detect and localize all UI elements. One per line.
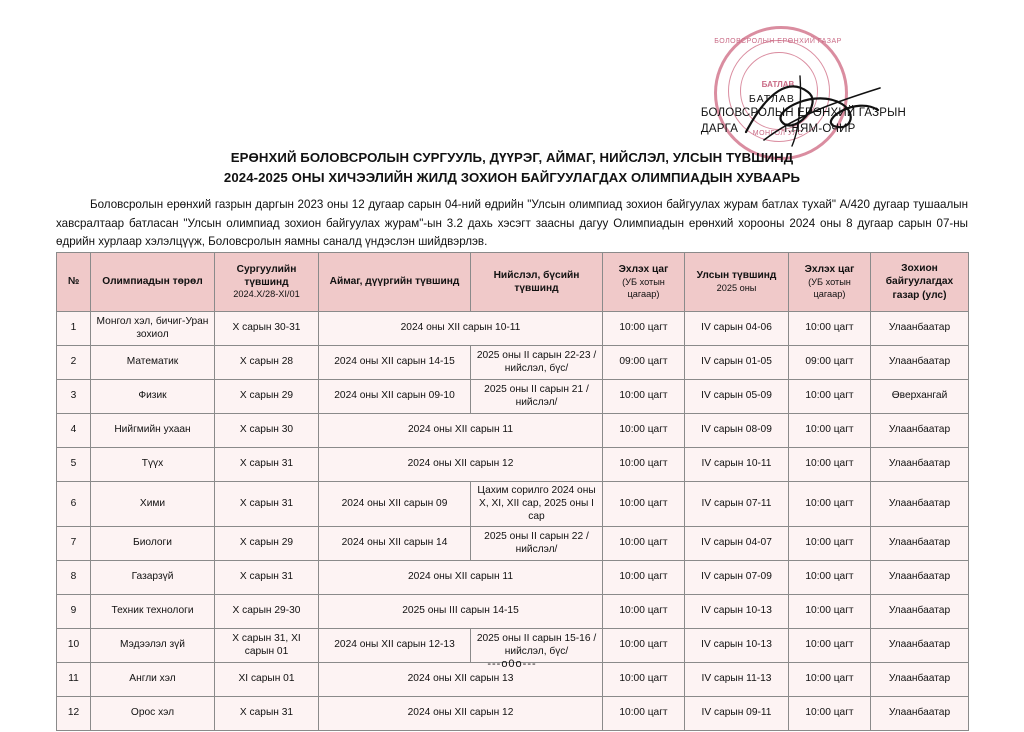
cell-start-time-2: 10:00 цагт	[789, 663, 871, 697]
table-row	[57, 482, 969, 527]
col-header-start-time-2-label: Эхлэх цаг	[804, 264, 855, 276]
cell-national: IV сарын 11-13	[685, 663, 789, 697]
cell-location: Өверхангай	[871, 380, 969, 414]
col-header-location-label: Зохион байгуулагдах газар (улс)	[885, 263, 954, 301]
col-header-subject	[91, 253, 215, 312]
page-title-line1: ЕРӨНХИЙ БОЛОВСРОЛЫН СУРГУУЛЬ, ДҮҮРЭГ, АЙМАГ, НИЙСЛЭЛ, УЛСЫН ТҮВШИНД	[230, 150, 794, 165]
cell-start-time-2: 10:00 цагт	[789, 697, 871, 731]
cell-school: X сарын 28	[215, 346, 319, 380]
cell-start-time-2: 10:00 цагт	[789, 414, 871, 448]
cell-aimag-city-merged: 2024 оны XII сарын 11	[319, 414, 603, 448]
cell-school: X сарын 30	[215, 414, 319, 448]
table-row	[57, 595, 969, 629]
cell-subject: Физик	[91, 380, 215, 414]
cell-location: Улаанбаатар	[871, 561, 969, 595]
cell-no: 2	[57, 346, 91, 380]
cell-national: IV сарын 10-13	[685, 595, 789, 629]
cell-national: IV сарын 05-09	[685, 380, 789, 414]
table-row	[57, 448, 969, 482]
approval-position: ДАРГА	[700, 122, 739, 135]
col-header-start-time-2-sub: (УБ хотын цагаар)	[808, 276, 851, 299]
cell-city: 2025 оны II сарын 21 /нийслэл/	[471, 380, 603, 414]
cell-location: Улаанбаатар	[871, 448, 969, 482]
page-title-line2: 2024-2025 ОНЫ ХИЧЭЭЛИЙН ЖИЛД ЗОХИОН БАЙГУУЛАГДАХ ОЛИМПИАДЫН ХУВААРЬ	[223, 169, 801, 185]
cell-start-time-2: 09:00 цагт	[789, 346, 871, 380]
cell-start-time-2: 10:00 цагт	[789, 448, 871, 482]
cell-subject: Мэдээлэл зүй	[91, 629, 215, 663]
col-header-no	[57, 253, 91, 312]
cell-school: X сарын 31	[215, 561, 319, 595]
cell-national: IV сарын 07-11	[685, 482, 789, 527]
cell-no: 11	[57, 663, 91, 697]
cell-school: X сарын 30-31	[215, 312, 319, 346]
col-header-school-level-label: Сургуулийн түвшинд	[236, 263, 297, 289]
cell-start-time-2: 10:00 цагт	[789, 312, 871, 346]
col-header-no-label: №	[67, 276, 80, 288]
cell-school: X сарын 31	[215, 482, 319, 527]
col-header-school-level	[215, 253, 319, 312]
intro-paragraph	[56, 196, 968, 252]
cell-start-time-1: 09:00 цагт	[603, 346, 685, 380]
col-header-school-level-sub: 2024.X/28-XI/01	[233, 289, 300, 300]
cell-subject: Математик	[91, 346, 215, 380]
table-row	[57, 414, 969, 448]
cell-school: XI сарын 01	[215, 663, 319, 697]
cell-national: IV сарын 04-07	[685, 527, 789, 561]
approval-organization: БОЛОВСРОЛЫН ЕРӨНХИЙ ГАЗРЫН	[700, 107, 906, 120]
cell-start-time-1: 10:00 цагт	[603, 312, 685, 346]
cell-no: 4	[57, 414, 91, 448]
cell-subject: Газарзүй	[91, 561, 215, 595]
cell-school: X сарын 29	[215, 527, 319, 561]
cell-subject: Түүх	[91, 448, 215, 482]
cell-location: Улаанбаатар	[871, 482, 969, 527]
cell-location: Улаанбаатар	[871, 312, 969, 346]
table-row	[57, 346, 969, 380]
cell-city: Цахим сорилго 2024 оны X, XI, XII сар, 2025 оны I сар	[471, 482, 603, 527]
cell-no: 6	[57, 482, 91, 527]
stamp-top-text: БОЛОВСРОЛЫН ЕРӨНХИЙ ГАЗАР	[714, 38, 842, 45]
intro-text: Боловсролын ерөнхий газрын даргын 2023 оны 12 дугаар сарын 04-ний өдрийн "Улсын олимпиад зохион байгуулах журам батлах тухай" А/420 дугаар тушаалын хавсралтаар батласан "Улсын олимпиад зохион байгуулах журам"-ын 3.2 дахь хэсэгт заасны дагуу Олимпиадын ерөнхий хорооны 2024 оны 8 дугаар сарын 07-ны өдрийн хурлаар хэлэлцүүж, Боловсролын яамны саналд үндэслэн шийдвэрлэв.	[56, 198, 968, 249]
cell-aimag-city-merged: 2024 оны XII сарын 12	[319, 697, 603, 731]
col-header-start-time-1-sub: (УБ хотын цагаар)	[622, 276, 665, 299]
cell-no: 3	[57, 380, 91, 414]
cell-subject: Биологи	[91, 527, 215, 561]
table-row	[57, 697, 969, 731]
cell-start-time-2: 10:00 цагт	[789, 629, 871, 663]
cell-aimag: 2024 оны XII сарын 14	[319, 527, 471, 561]
col-header-start-time-1	[603, 253, 685, 312]
table-row	[57, 527, 969, 561]
col-header-location	[871, 253, 969, 312]
cell-aimag: 2024 оны XII сарын 12-13	[319, 629, 471, 663]
cell-start-time-1: 10:00 цагт	[603, 595, 685, 629]
table-row	[57, 312, 969, 346]
cell-national: IV сарын 10-11	[685, 448, 789, 482]
approval-label: БАТЛАВ	[748, 93, 795, 105]
table-row	[57, 380, 969, 414]
cell-no: 9	[57, 595, 91, 629]
cell-start-time-2: 10:00 цагт	[789, 380, 871, 414]
cell-start-time-1: 10:00 цагт	[603, 527, 685, 561]
cell-school: X сарын 31	[215, 448, 319, 482]
cell-no: 10	[57, 629, 91, 663]
cell-start-time-1: 10:00 цагт	[603, 380, 685, 414]
col-header-subject-label: Олимпиадын төрөл	[102, 276, 203, 288]
cell-no: 8	[57, 561, 91, 595]
cell-subject: Орос хэл	[91, 697, 215, 731]
col-header-national-level-sub: 2025 оны	[716, 282, 757, 293]
cell-start-time-2: 10:00 цагт	[789, 595, 871, 629]
cell-start-time-1: 10:00 цагт	[603, 663, 685, 697]
cell-aimag: 2024 оны XII сарын 09-10	[319, 380, 471, 414]
page-title	[0, 148, 1024, 188]
cell-start-time-2: 10:00 цагт	[789, 482, 871, 527]
cell-start-time-1: 10:00 цагт	[603, 697, 685, 731]
stamp-bottom-text: МОНГОЛ УЛС	[752, 130, 804, 137]
cell-location: Улаанбаатар	[871, 527, 969, 561]
cell-no: 1	[57, 312, 91, 346]
cell-aimag-city-merged: 2024 оны XII сарын 10-11	[319, 312, 603, 346]
cell-school: X сарын 29	[215, 380, 319, 414]
cell-start-time-1: 10:00 цагт	[603, 629, 685, 663]
cell-location: Улаанбаатар	[871, 414, 969, 448]
cell-aimag: 2024 оны XII сарын 14-15	[319, 346, 471, 380]
cell-city: 2025 оны II сарын 15-16 /нийслэл, бүс/	[471, 629, 603, 663]
col-header-start-time-2	[789, 253, 871, 312]
cell-aimag-city-merged: 2024 оны XII сарын 11	[319, 561, 603, 595]
col-header-start-time-1-label: Эхлэх цаг	[618, 264, 669, 276]
cell-school: X сарын 31, XI сарын 01	[215, 629, 319, 663]
cell-location: Улаанбаатар	[871, 697, 969, 731]
cell-aimag-city-merged: 2024 оны XII сарын 12	[319, 448, 603, 482]
stamp-center-text: БАТЛАВ	[761, 80, 795, 89]
cell-subject: Хими	[91, 482, 215, 527]
cell-city: 2025 оны II сарын 22 /нийслэл/	[471, 527, 603, 561]
cell-city: 2025 оны II сарын 22-23 /нийслэл, бүс/	[471, 346, 603, 380]
cell-national: IV сарын 07-09	[685, 561, 789, 595]
col-header-city-level-label: Нийслэл, бүсийн түвшинд	[493, 269, 580, 294]
footer-ornament: ---o0o---	[487, 658, 537, 670]
col-header-national-level-label: Улсын түвшинд	[696, 270, 777, 282]
cell-national: IV сарын 10-13	[685, 629, 789, 663]
approval-block	[701, 92, 906, 137]
cell-start-time-2: 10:00 цагт	[789, 561, 871, 595]
col-header-aimag-level-label: Аймаг, дүүргийн түвшинд	[329, 276, 460, 288]
cell-aimag: 2024 оны XII сарын 09	[319, 482, 471, 527]
cell-location: Улаанбаатар	[871, 629, 969, 663]
cell-aimag-city-merged: 2024 оны XII сарын 13	[319, 663, 603, 697]
cell-national: IV сарын 01-05	[685, 346, 789, 380]
cell-start-time-1: 10:00 цагт	[603, 414, 685, 448]
cell-start-time-1: 10:00 цагт	[603, 448, 685, 482]
cell-national: IV сарын 09-11	[685, 697, 789, 731]
cell-subject: Нийгмийн ухаан	[91, 414, 215, 448]
cell-no: 7	[57, 527, 91, 561]
cell-aimag-city-merged: 2025 оны III сарын 14-15	[319, 595, 603, 629]
cell-no: 12	[57, 697, 91, 731]
cell-location: Улаанбаатар	[871, 595, 969, 629]
col-header-national-level	[685, 253, 789, 312]
cell-national: IV сарын 04-06	[685, 312, 789, 346]
col-header-aimag-level	[319, 253, 471, 312]
approval-name: Т.НЯМ-ОЧИР	[782, 122, 856, 135]
cell-national: IV сарын 08-09	[685, 414, 789, 448]
table-header-row	[57, 253, 969, 312]
cell-start-time-2: 10:00 цагт	[789, 527, 871, 561]
col-header-city-level	[471, 253, 603, 312]
cell-no: 5	[57, 448, 91, 482]
table-row	[57, 561, 969, 595]
cell-location: Улаанбаатар	[871, 346, 969, 380]
cell-subject: Англи хэл	[91, 663, 215, 697]
cell-school: X сарын 29-30	[215, 595, 319, 629]
cell-subject: Монгол хэл, бичиг-Уран зохиол	[91, 312, 215, 346]
cell-location: Улаанбаатар	[871, 663, 969, 697]
cell-start-time-1: 10:00 цагт	[603, 561, 685, 595]
cell-school: X сарын 31	[215, 697, 319, 731]
cell-subject: Техник технологи	[91, 595, 215, 629]
cell-start-time-1: 10:00 цагт	[603, 482, 685, 527]
